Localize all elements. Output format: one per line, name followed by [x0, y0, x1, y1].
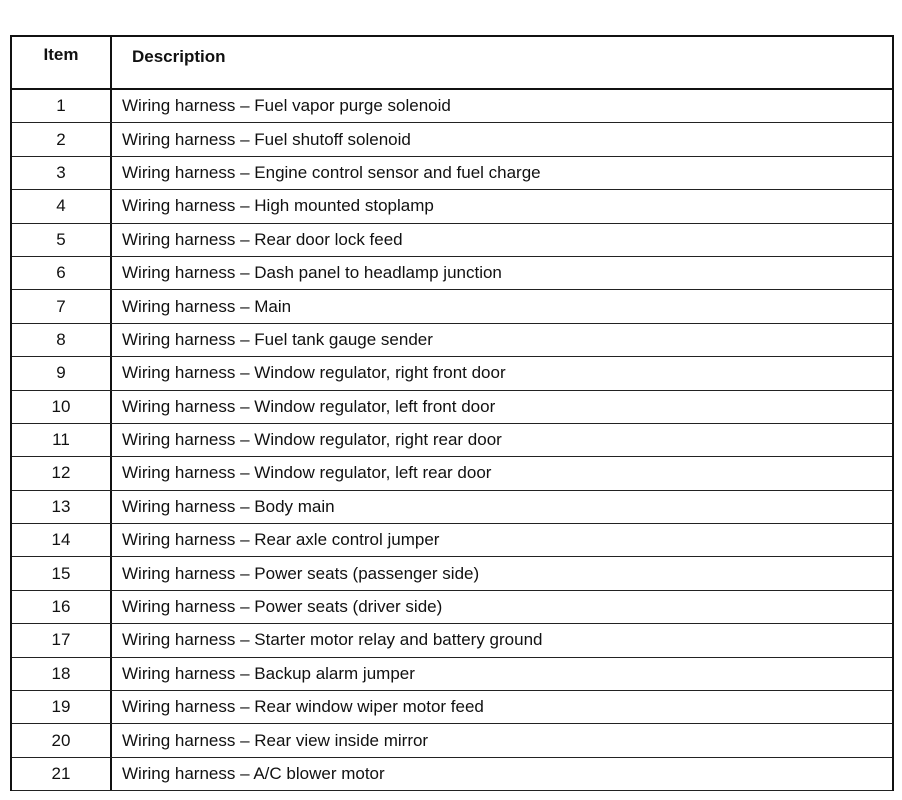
item-description: Wiring harness – Engine control sensor and fuel charge — [122, 162, 541, 182]
description-column-header: Description — [132, 47, 226, 66]
item-description: Wiring harness – Dash panel to headlamp junction — [122, 263, 502, 283]
item-number: 11 — [12, 424, 112, 456]
item-description: Wiring harness – Window regulator, left front door — [122, 396, 496, 416]
item-number: 14 — [12, 524, 112, 556]
item-description: Wiring harness – Rear view inside mirror — [122, 730, 429, 750]
item-number: 8 — [12, 324, 112, 356]
item-number: 18 — [12, 658, 112, 690]
item-description: Wiring harness – Window regulator, right front door — [122, 363, 506, 383]
item-number: 20 — [12, 724, 112, 756]
item-description: Wiring harness – High mounted stoplamp — [122, 196, 434, 216]
table-row — [12, 224, 892, 257]
item-description: Wiring harness – Power seats (driver side) — [122, 597, 443, 617]
table-row — [12, 257, 892, 290]
item-description: Wiring harness – Rear window wiper motor feed — [122, 697, 484, 717]
item-description: Wiring harness – Fuel shutoff solenoid — [122, 129, 411, 149]
item-description: Wiring harness – Fuel tank gauge sender — [122, 329, 433, 349]
wiring-harness-table — [10, 35, 894, 791]
table-header-row — [12, 37, 892, 90]
item-number: 19 — [12, 691, 112, 723]
table-row — [12, 624, 892, 657]
item-number: 12 — [12, 457, 112, 489]
table-row — [12, 724, 892, 757]
item-number: 13 — [12, 491, 112, 523]
item-description: Wiring harness – Window regulator, left rear door — [122, 463, 492, 483]
table-row — [12, 357, 892, 390]
item-number: 6 — [12, 257, 112, 289]
table-row — [12, 424, 892, 457]
item-description: Wiring harness – A/C blower motor — [122, 764, 385, 783]
table-row — [12, 457, 892, 490]
item-description: Wiring harness – Window regulator, right rear door — [122, 430, 502, 450]
table-row — [12, 123, 892, 156]
table-row — [12, 290, 892, 323]
item-number: 2 — [12, 123, 112, 155]
item-number: 3 — [12, 157, 112, 189]
table-row — [12, 491, 892, 524]
item-number: 7 — [12, 290, 112, 322]
item-description: Wiring harness – Starter motor relay and battery ground — [122, 630, 543, 650]
table-row — [12, 658, 892, 691]
table-row — [12, 391, 892, 424]
table-row — [12, 758, 892, 791]
item-description: Wiring harness – Main — [122, 296, 292, 316]
item-number: 9 — [12, 357, 112, 389]
table-row — [12, 524, 892, 557]
item-number: 1 — [12, 90, 112, 122]
item-description: Wiring harness – Fuel vapor purge solenoid — [122, 96, 451, 116]
item-number: 15 — [12, 557, 112, 589]
table-row — [12, 324, 892, 357]
item-description: Wiring harness – Rear door lock feed — [122, 229, 403, 249]
item-number: 10 — [12, 391, 112, 423]
table-row — [12, 90, 892, 123]
table-row — [12, 591, 892, 624]
item-number: 21 — [12, 758, 112, 790]
item-description: Wiring harness – Body main — [122, 496, 335, 516]
table-row — [12, 190, 892, 223]
item-number: 16 — [12, 591, 112, 623]
item-description: Wiring harness – Power seats (passenger side) — [122, 563, 480, 583]
item-number: 4 — [12, 190, 112, 222]
table-body — [12, 90, 892, 791]
table-row — [12, 557, 892, 590]
item-description: Wiring harness – Backup alarm jumper — [122, 663, 415, 683]
item-number: 5 — [12, 224, 112, 256]
item-number: 17 — [12, 624, 112, 656]
table-row — [12, 157, 892, 190]
table-row — [12, 691, 892, 724]
item-description: Wiring harness – Rear axle control jumper — [122, 530, 440, 550]
item-column-header: Item — [12, 37, 112, 88]
